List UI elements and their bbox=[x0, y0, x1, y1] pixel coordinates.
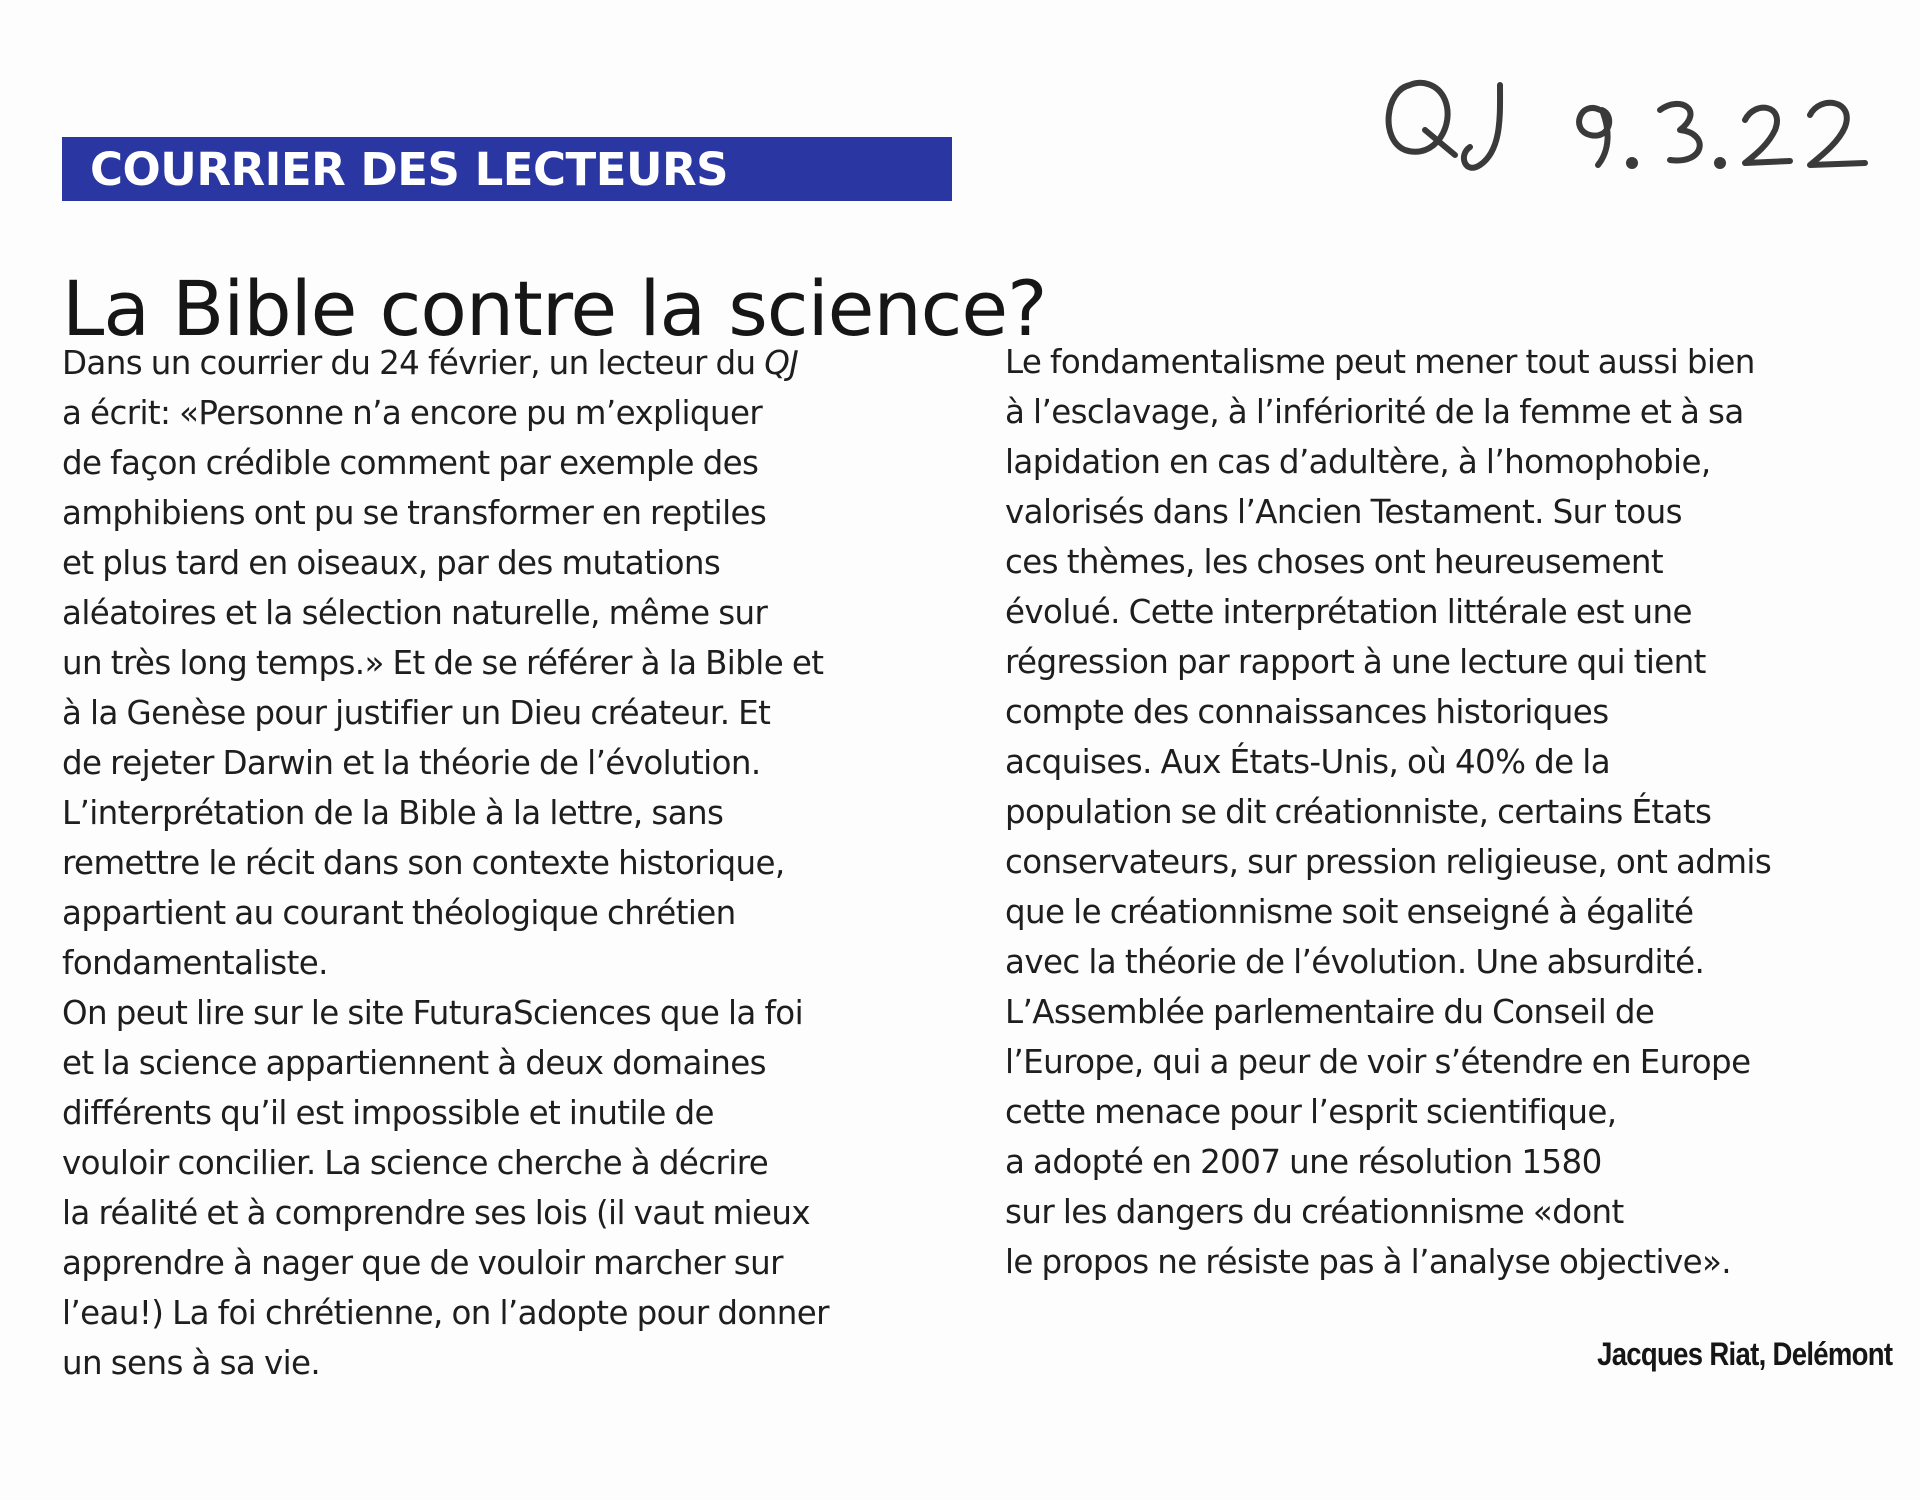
text-line: compte des connaissances historiques bbox=[1005, 693, 1609, 731]
text-line: et la science appartiennent à deux domaines bbox=[62, 1044, 766, 1082]
text-line: de façon crédible comment par exemple des bbox=[62, 444, 759, 482]
text-line: population se dit créationniste, certains États bbox=[1005, 793, 1712, 831]
text-line: fondamentaliste. bbox=[62, 944, 328, 982]
article-right-column bbox=[1005, 337, 1905, 1287]
text-line: à l’esclavage, à l’infériorité de la femme et à sa bbox=[1005, 393, 1744, 431]
text-line: ces thèmes, les choses ont heureusement bbox=[1005, 543, 1664, 581]
text-line: la réalité et à comprendre ses lois (il vaut mieux bbox=[62, 1194, 810, 1232]
text-line: L’interprétation de la Bible à la lettre, sans bbox=[62, 794, 724, 832]
text-line: Le fondamentalisme peut mener tout aussi bien bbox=[1005, 343, 1755, 381]
text-line: appartient au courant théologique chrétien bbox=[62, 894, 736, 932]
text-line: amphibiens ont pu se transformer en reptiles bbox=[62, 494, 767, 532]
text-line: remettre le récit dans son contexte historique, bbox=[62, 844, 785, 882]
section-banner bbox=[62, 137, 952, 201]
text-line: à la Genèse pour justifier un Dieu créateur. Et bbox=[62, 694, 771, 732]
section-title: COURRIER DES LECTEURS bbox=[90, 142, 729, 196]
text-line: avec la théorie de l’évolution. Une absurdité. bbox=[1005, 943, 1705, 981]
text-line: évolué. Cette interprétation littérale est une bbox=[1005, 593, 1692, 631]
article-left-column bbox=[62, 338, 962, 1388]
text-line: que le créationnisme soit enseigné à égalité bbox=[1005, 893, 1694, 931]
handwritten-date-note bbox=[1370, 55, 1890, 175]
text-line: L’Assemblée parlementaire du Conseil de bbox=[1005, 993, 1655, 1031]
text-line: a écrit: «Personne n’a encore pu m’expliquer bbox=[62, 394, 763, 432]
text-line: de rejeter Darwin et la théorie de l’évolution. bbox=[62, 744, 761, 782]
text-line: l’Europe, qui a peur de voir s’étendre en Europe bbox=[1005, 1043, 1751, 1081]
text-line: lapidation en cas d’adultère, à l’homophobie, bbox=[1005, 443, 1711, 481]
text-line: le propos ne résiste pas à l’analyse objective». bbox=[1005, 1243, 1732, 1281]
handwritten-date-drawing bbox=[1370, 55, 1890, 175]
text-line: aléatoires et la sélection naturelle, même sur bbox=[62, 594, 768, 632]
text-line: différents qu’il est impossible et inutile de bbox=[62, 1094, 714, 1132]
text-line: apprendre à nager que de vouloir marcher sur bbox=[62, 1244, 783, 1282]
text-line: un très long temps.» Et de se référer à la Bible et bbox=[62, 644, 824, 682]
text-line: cette menace pour l’esprit scientifique, bbox=[1005, 1093, 1617, 1131]
text-line: vouloir concilier. La science cherche à décrire bbox=[62, 1144, 769, 1182]
text-line: valorisés dans l’Ancien Testament. Sur tous bbox=[1005, 493, 1682, 531]
text-line: sur les dangers du créationnisme «dont bbox=[1005, 1193, 1624, 1231]
text-line: l’eau!) La foi chrétienne, on l’adopte pour donner bbox=[62, 1294, 829, 1332]
text-line: conservateurs, sur pression religieuse, ont admis bbox=[1005, 843, 1772, 881]
text-line: Dans un courrier du 24 février, un lecteur du QJ bbox=[62, 344, 799, 382]
text-line: a adopté en 2007 une résolution 1580 bbox=[1005, 1143, 1602, 1181]
text-line: acquises. Aux États-Unis, où 40% de la bbox=[1005, 743, 1611, 781]
text-line: un sens à sa vie. bbox=[62, 1344, 321, 1382]
text-line: et plus tard en oiseaux, par des mutations bbox=[62, 544, 721, 582]
author-signature: Jacques Riat, Delémont bbox=[1596, 1336, 1892, 1372]
text-line: régression par rapport à une lecture qui tient bbox=[1005, 643, 1706, 681]
text-line: On peut lire sur le site FuturaSciences que la foi bbox=[62, 994, 804, 1032]
article-headline: La Bible contre la science? bbox=[62, 263, 1047, 353]
